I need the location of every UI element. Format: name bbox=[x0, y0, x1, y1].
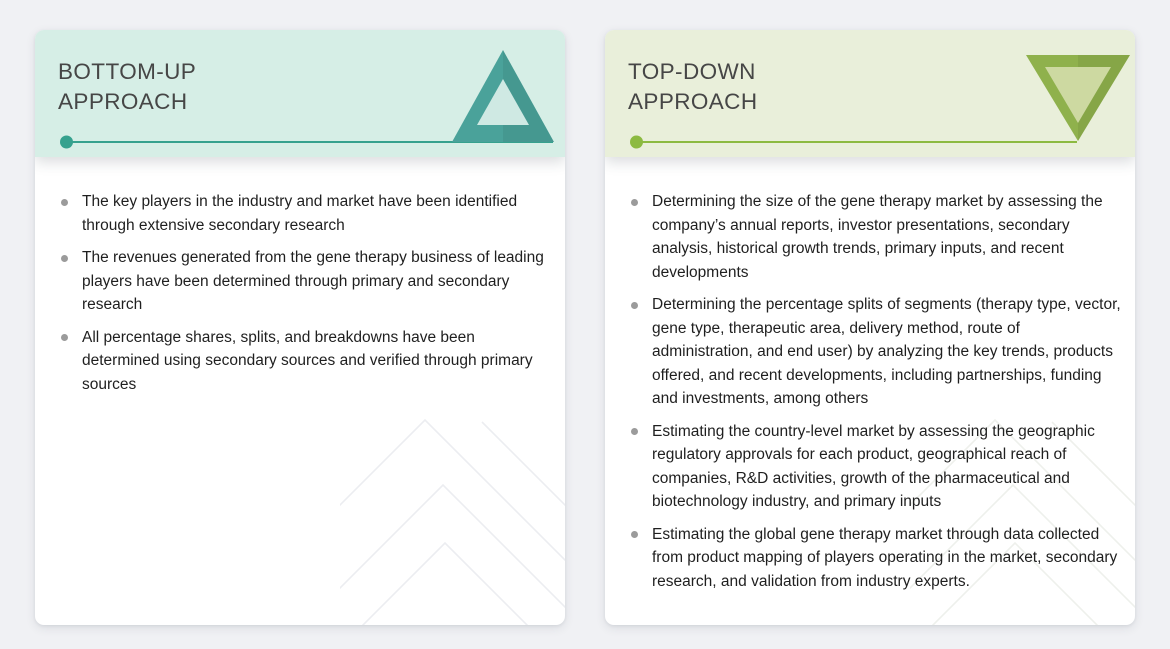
bullet-text: Estimating the country-level market by assessing the geographic regulatory approvals for each product, geographical reach of companies, R&D activities, growth of the pharmaceutical and biotechnology industry, and primary inputs bbox=[652, 422, 1095, 510]
list-item bbox=[55, 190, 551, 237]
bullet-text: All percentage shares, splits, and breakdowns have been determined using secondary sources and verified through primary sources bbox=[82, 328, 533, 393]
rule-endpoint-dot bbox=[60, 136, 73, 149]
bottom-up-title bbox=[58, 57, 196, 117]
top-down-title bbox=[628, 57, 757, 117]
title-line-2: APPROACH bbox=[628, 89, 758, 114]
bottom-up-header bbox=[35, 30, 565, 157]
top-down-body bbox=[605, 157, 1135, 625]
down-triangle-icon bbox=[1024, 52, 1132, 144]
up-triangle-icon bbox=[450, 47, 556, 144]
list-item bbox=[625, 293, 1121, 411]
title-line-1: BOTTOM-UP bbox=[58, 59, 197, 84]
top-down-header bbox=[605, 30, 1135, 157]
bullet-text: Determining the size of the gene therapy market by assessing the company’s annual reports, investor presentations, secondary analysis, historical growth trends, primary inputs, and recent developments bbox=[652, 193, 1103, 281]
title-line-1: TOP-DOWN bbox=[628, 59, 756, 84]
title-line-2: APPROACH bbox=[58, 89, 188, 114]
bullet-icon bbox=[61, 334, 68, 341]
bullet-icon bbox=[631, 302, 638, 309]
bullet-icon bbox=[61, 255, 68, 262]
bullet-icon bbox=[631, 531, 638, 538]
rule-endpoint-dot bbox=[630, 136, 643, 149]
bullet-text: Estimating the global gene therapy market through data collected from product mapping of players operating in the market, secondary research, and validation from industry experts. bbox=[652, 525, 1118, 590]
list-item bbox=[55, 246, 551, 317]
top-down-bullet-list bbox=[625, 190, 1121, 593]
accent-rule bbox=[631, 141, 1077, 143]
bottom-up-approach-card bbox=[35, 30, 565, 625]
bullet-text: The revenues generated from the gene therapy business of leading players have been determined through primary and secondary research bbox=[82, 249, 544, 313]
bottom-up-bullet-list bbox=[55, 190, 551, 396]
bullet-icon bbox=[61, 199, 68, 206]
bullet-icon bbox=[631, 199, 638, 206]
top-down-approach-card bbox=[605, 30, 1135, 625]
bullet-text: The key players in the industry and market have been identified through extensive secondary research bbox=[82, 193, 518, 234]
list-item bbox=[625, 190, 1121, 284]
list-item bbox=[625, 523, 1121, 594]
bullet-icon bbox=[631, 428, 638, 435]
list-item bbox=[55, 326, 551, 397]
list-item bbox=[625, 420, 1121, 514]
bullet-text: Determining the percentage splits of segments (therapy type, vector, gene type, therapeutic area, delivery method, route of administration, and end user) by analyzing the key trends, products offered, and recent developments, including partnerships, funding and investments, among others bbox=[652, 296, 1121, 407]
bottom-up-body bbox=[35, 157, 565, 625]
